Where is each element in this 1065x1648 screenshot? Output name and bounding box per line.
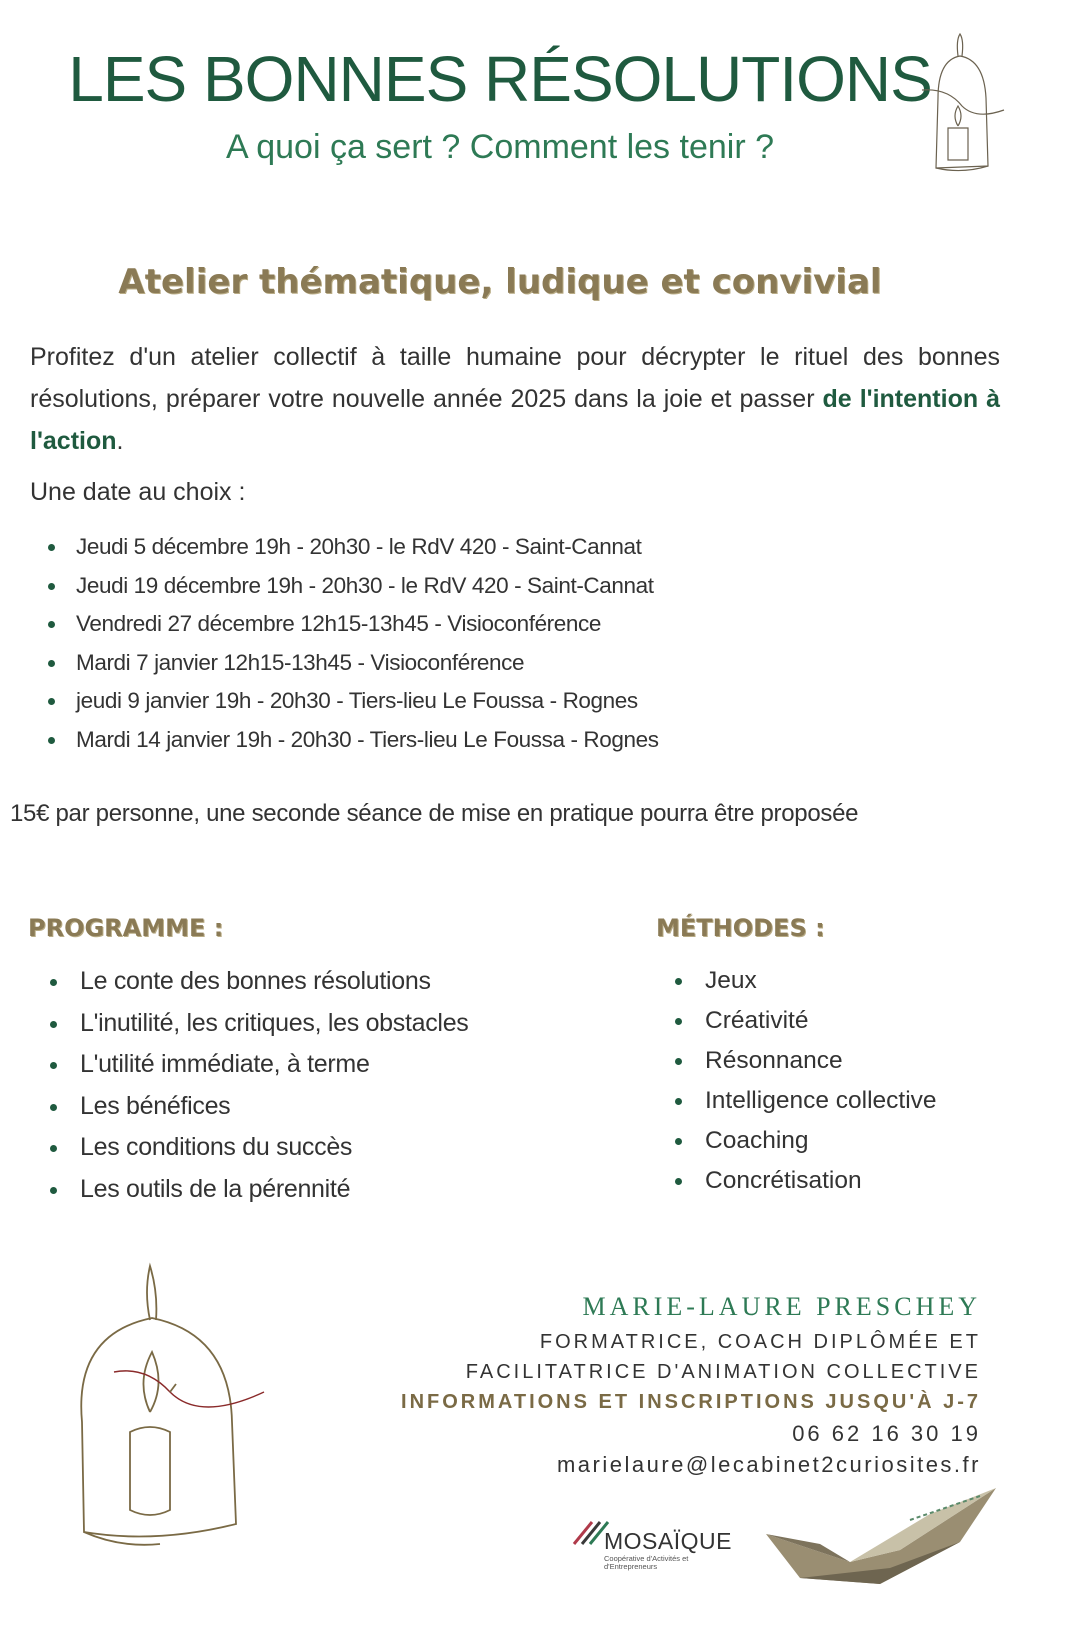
bullet-icon: [675, 1018, 682, 1025]
bullet-icon: [675, 1178, 682, 1185]
date-item: [48, 644, 659, 683]
price-note: 15€ par personne, une seconde séance de mise en pratique pourra être proposée: [10, 800, 859, 827]
page-title: LES BONNES RÉSOLUTIONS: [68, 43, 932, 115]
methodes-heading: MÉTHODES :: [656, 914, 825, 942]
programme-item-text: Les outils de la pérennité: [80, 1174, 351, 1203]
bullet-icon: [675, 978, 682, 985]
programme-item: [50, 1086, 469, 1128]
programme-item-text: L'inutilité, les critiques, les obstacles: [80, 1008, 469, 1037]
programme-heading: PROGRAMME :: [28, 914, 224, 942]
workshop-heading: Atelier thématique, ludique et convivial: [118, 262, 882, 302]
paper-boat-illustration: [760, 1484, 1000, 1594]
page-subtitle: A quoi ça sert ? Comment les tenir ?: [225, 128, 775, 166]
methode-item: [675, 1001, 937, 1041]
bullet-icon: [675, 1098, 682, 1105]
date-item: [48, 605, 659, 644]
methode-item-text: Résonnance: [705, 1047, 843, 1074]
programme-item-text: Le conte des bonnes résolutions: [80, 967, 431, 995]
bullet-icon: [48, 621, 55, 628]
bullet-icon: [50, 1145, 57, 1152]
date-text: Jeudi 19 décembre 19h - 20h30 - le RdV 420 - Saint-Cannat: [76, 572, 654, 598]
registration-info: INFORMATIONS ET INSCRIPTIONS JUSQU'À J-7: [401, 1391, 981, 1413]
methode-item-text: Concrétisation: [705, 1167, 862, 1194]
bullet-icon: [50, 979, 57, 986]
date-text: Mardi 14 janvier 19h - 20h30 - Tiers-lieu Le Foussa - Rognes: [76, 726, 659, 752]
intro-paragraph: [30, 336, 1000, 462]
date-item: [48, 528, 659, 567]
bullet-icon: [675, 1138, 682, 1145]
methode-item-text: Intelligence collective: [705, 1087, 937, 1114]
methode-item: [675, 1121, 937, 1161]
methode-item: [675, 1081, 937, 1121]
bullet-icon: [50, 1021, 57, 1028]
date-item: [48, 721, 659, 760]
bullet-icon: [50, 1104, 57, 1111]
intro-text: Profitez d'un atelier collectif à taille humaine pour décrypter le rituel des bonnes résolutions, préparer votre nouvelle année 2025 dans la joie et passer: [30, 343, 1000, 413]
date-text: Jeudi 5 décembre 19h - 20h30 - le RdV 420 - Saint-Cannat: [76, 534, 642, 559]
date-text: Vendredi 27 décembre 12h15-13h45 - Visioconférence: [76, 611, 601, 636]
date-text: jeudi 9 janvier 19h - 20h30 - Tiers-lieu Le Foussa - Rognes: [76, 688, 638, 713]
methode-item: [675, 1161, 937, 1201]
coach-role-line2: FACILITATRICE D'ANIMATION COLLECTIVE: [465, 1361, 981, 1383]
lantern-candle-illustration: [60, 1262, 280, 1552]
methode-item-text: Coaching: [705, 1127, 809, 1154]
methode-item-text: Créativité: [705, 1007, 809, 1034]
date-item: [48, 682, 659, 721]
programme-item: [50, 1003, 469, 1045]
email-address[interactable]: marielaure@lecabinet2curiosites.fr: [556, 1452, 981, 1477]
logo-name: MOSAÏQUE: [604, 1528, 732, 1554]
bullet-icon: [50, 1062, 57, 1069]
methode-item: [675, 1041, 937, 1081]
phone-number[interactable]: 06 62 16 30 19: [792, 1421, 981, 1446]
intro-end: .: [116, 427, 124, 455]
programme-item: [50, 1169, 469, 1211]
programme-item-text: L'utilité immédiate, à terme: [80, 1050, 370, 1078]
programme-item: [50, 1044, 469, 1086]
programme-item-text: Les bénéfices: [80, 1091, 231, 1120]
coach-role-line1: FORMATRICE, COACH DIPLÔMÉE ET: [539, 1331, 981, 1353]
coach-name: MARIE-LAURE PRESCHEY: [582, 1292, 981, 1321]
logo-tagline: Coopérative d'Activités et d'Entrepreneurs: [604, 1554, 689, 1571]
bullet-icon: [48, 660, 55, 667]
bullet-icon: [48, 737, 55, 744]
date-text: Mardi 7 janvier 12h15-13h45 - Visioconférence: [76, 649, 525, 675]
date-item: [48, 567, 659, 606]
programme-item: [50, 961, 469, 1003]
bullet-icon: [48, 698, 55, 705]
bullet-icon: [48, 583, 55, 590]
programme-item: [50, 1127, 469, 1169]
dates-label: Une date au choix :: [30, 478, 246, 506]
dates-list: [48, 528, 659, 759]
lantern-candle-icon: [918, 28, 1018, 178]
bullet-icon: [48, 544, 55, 551]
bullet-icon: [50, 1187, 57, 1194]
methodes-list: [675, 961, 937, 1201]
intro-highlight: de l'intention à l'action: [30, 385, 1001, 455]
methode-item: [675, 961, 937, 1001]
mosaique-logo: [570, 1510, 750, 1580]
bullet-icon: [675, 1058, 682, 1065]
programme-item-text: Les conditions du succès: [80, 1133, 353, 1161]
methode-item-text: Jeux: [705, 967, 757, 994]
programme-list: [50, 961, 469, 1210]
